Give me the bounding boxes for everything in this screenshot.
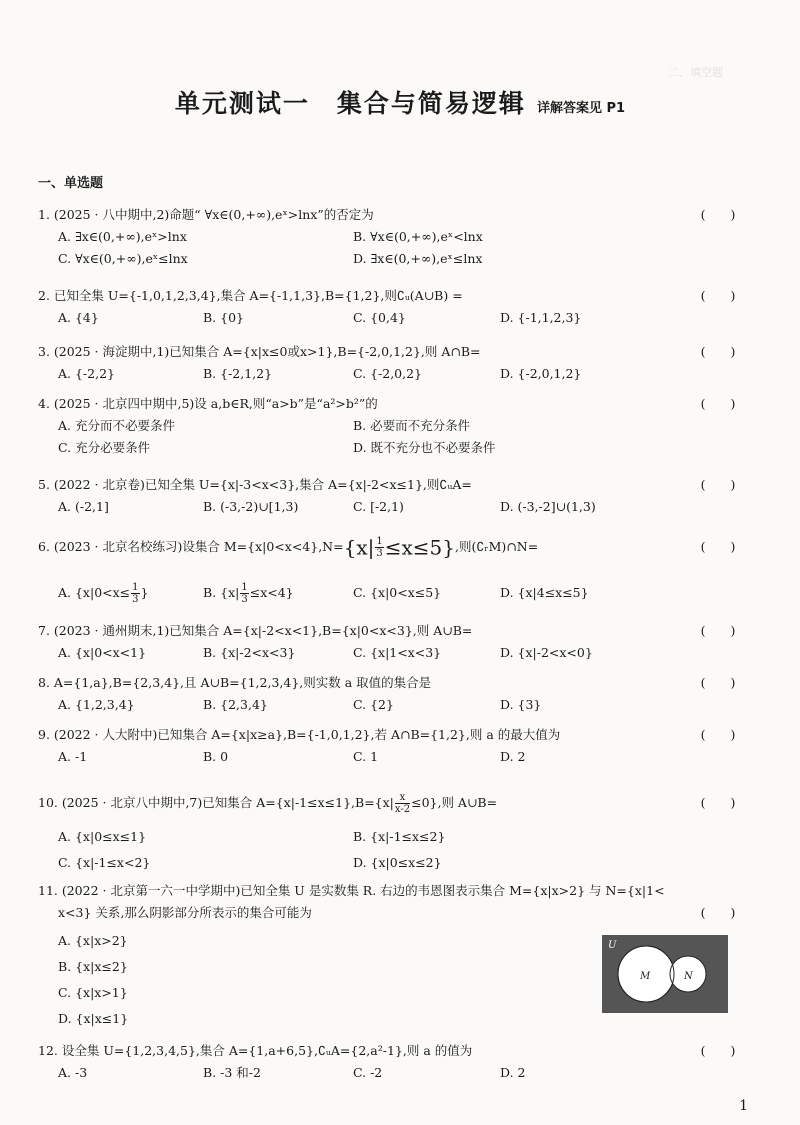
option-c: C. 1 [353, 749, 379, 764]
option-c: C. [-2,1) [353, 499, 404, 514]
option-c: C. {x|x>1} [58, 985, 128, 1000]
set-brace-open: {x| [343, 535, 375, 560]
answer-bracket: ( ) [700, 795, 736, 810]
question-5 [38, 474, 746, 518]
option-c: C. ∀x∈(0,+∞),eˣ≤lnx [58, 251, 188, 266]
stem-text: 5. (2022 · 北京卷)已知全集 U={x|-3<x<3},集合 A={x|-2<x≤1},则∁ᵤA= [38, 477, 472, 492]
question-stem [38, 672, 746, 694]
fraction-denominator: x-2 [394, 804, 411, 815]
question-stem [38, 474, 746, 496]
option-d: D. {-2,0,1,2} [500, 366, 582, 381]
options-row [38, 1062, 746, 1084]
option-b: B. {0} [203, 310, 244, 325]
options-row [38, 746, 746, 768]
option-d: D. 既不充分也不必要条件 [353, 440, 496, 455]
page-title-block [0, 84, 800, 120]
option-d: D. ∃x∈(0,+∞),eˣ≤lnx [353, 251, 483, 266]
option-b: B. -3 和-2 [203, 1065, 261, 1080]
answer-bracket: ( ) [700, 344, 736, 359]
option-d: D. {3} [500, 697, 542, 712]
stem-text: 8. A={1,a},B={2,3,4},且 A∪B={1,2,3,4},则实数 a 取值的集合是 [38, 675, 432, 690]
question-stem [38, 788, 746, 818]
question-stem [38, 724, 746, 746]
fraction-numerator: 1 [376, 536, 383, 547]
fraction-denominator: 3 [241, 594, 248, 605]
option-c: C. 充分必要条件 [58, 440, 151, 455]
options-row [38, 642, 746, 664]
options-row-1 [38, 226, 746, 248]
fraction [240, 582, 248, 605]
options-row [38, 694, 746, 716]
question-stem-line-2 [38, 902, 746, 924]
fraction-numerator: 1 [241, 582, 248, 593]
options-row [38, 307, 746, 329]
options-row [38, 363, 746, 385]
stem-text: 12. 设全集 U={1,2,3,4,5},集合 A={1,a+6,5},∁ᵤA={2,a²-1},则 a 的值为 [38, 1043, 473, 1058]
fraction-numerator: x [395, 792, 410, 804]
question-10 [38, 788, 746, 874]
set-brace-close: ≤x≤5} [384, 535, 455, 560]
question-stem [38, 1040, 746, 1062]
option-d: D. {x|4≤x≤5} [500, 585, 589, 600]
venn-label-m: M [640, 971, 651, 982]
question-stem [38, 393, 746, 415]
fraction-denominator: 3 [132, 594, 139, 605]
option-d: D. (-3,-2]∪(1,3) [500, 499, 596, 514]
option-b: B. ∀x∈(0,+∞),eˣ<lnx [353, 229, 483, 244]
question-8 [38, 672, 746, 716]
question-9 [38, 724, 746, 768]
option-a: A. {-2,2} [58, 366, 115, 381]
answer-bracket: ( ) [700, 1043, 736, 1058]
option-d: D. {-1,1,2,3} [500, 310, 582, 325]
option-b-tail: ≤x<4} [249, 585, 294, 600]
option-a-tail: } [140, 585, 149, 600]
option-c: C. {2} [353, 697, 394, 712]
venn-label-n: N [684, 971, 693, 982]
option-a: A. {4} [58, 310, 99, 325]
bleed-through-text: 二、填空题 [668, 66, 723, 79]
question-7 [38, 620, 746, 664]
options-row-2 [38, 248, 746, 270]
option-b: B. (-3,-2)∪[1,3) [203, 499, 299, 514]
venn-label-u: U [608, 940, 617, 951]
option-c: C. {x|-1≤x<2} [58, 855, 151, 870]
question-2 [38, 285, 746, 329]
stem-text: 4. (2025 · 北京四中期中,5)设 a,b∈R,则“a>b”是“a²>b²”的 [38, 396, 378, 411]
option-b: B. 0 [203, 749, 229, 764]
option-b: B. {x|-1≤x≤2} [353, 829, 446, 844]
section-heading: 一、单选题 [38, 176, 104, 191]
stem-text: 2. 已知全集 U={-1,0,1,2,3,4},集合 A={-1,1,3},B={1,2},则∁ᵤ(A∪B) = [38, 288, 463, 303]
answer-bracket: ( ) [700, 727, 736, 742]
option-b: B. 必要而不充分条件 [353, 418, 471, 433]
option-a: A. {x|0≤x≤1} [58, 829, 147, 844]
option-c: C. {-2,0,2} [353, 366, 423, 381]
question-stem [38, 204, 746, 226]
answer-bracket: ( ) [700, 288, 736, 303]
fraction-denominator: 3 [376, 548, 383, 559]
options-row-2 [38, 852, 746, 874]
stem-text: 7. (2023 · 通州期末,1)已知集合 A={x|-2<x<1},B={x|0<x<3},则 A∪B= [38, 623, 473, 638]
fraction [131, 582, 139, 605]
option-c: C. {x|1<x<3} [353, 645, 442, 660]
option-a [58, 576, 148, 610]
stem-text: x<3} 关系,那么阴影部分所表示的集合可能为 [58, 905, 312, 920]
question-1 [38, 204, 746, 270]
fraction [375, 536, 383, 559]
fraction-numerator: 1 [132, 582, 139, 593]
option-a-text: A. {x|0<x≤ [58, 585, 131, 600]
stem-text: 3. (2025 · 海淀期中,1)已知集合 A={x|x≤0或x>1},B={-2,0,1,2},则 A∩B= [38, 344, 481, 359]
stem-text-tail: ≤0},则 A∪B= [411, 795, 498, 810]
option-c: C. -2 [353, 1065, 383, 1080]
question-stem [38, 285, 746, 307]
question-stem [38, 880, 746, 902]
options-row [38, 496, 746, 518]
option-b: B. {x|x≤2} [58, 959, 128, 974]
option-a: A. 充分而不必要条件 [58, 418, 175, 433]
stem-text: 11. (2022 · 北京第一六一中学期中)已知全集 U 是实数集 R. 右边的韦恩图表示集合 M={x|x>2} 与 N={x|1< [38, 883, 665, 898]
option-b [203, 576, 294, 610]
option-b: B. {x|-2<x<3} [203, 645, 296, 660]
option-d: D. {x|0≤x≤2} [353, 855, 442, 870]
option-a: A. {1,2,3,4} [58, 697, 135, 712]
option-d: D. 2 [500, 749, 526, 764]
page-title: 单元测试一 集合与简易逻辑 [174, 89, 526, 118]
option-a: A. {x|x>2} [58, 933, 128, 948]
options-row [38, 576, 746, 610]
option-a: A. {x|0<x<1} [58, 645, 147, 660]
option-d: D. {x|x≤1} [58, 1011, 129, 1026]
stem-text: 6. (2023 · 北京名校练习)设集合 M={x|0<x<4},N= [38, 539, 344, 554]
option-a: A. (-2,1] [58, 499, 109, 514]
stem-text: 1. (2025 · 八中期中,2)命题“ ∀x∈(0,+∞),eˣ>lnx”的否定为 [38, 207, 374, 222]
option-b: B. {2,3,4} [203, 697, 268, 712]
answer-bracket: ( ) [700, 396, 736, 411]
stem-text: 10. (2025 · 北京八中期中,7)已知集合 A={x|-1≤x≤1},B={x| [38, 795, 394, 810]
stem-text-tail: ,则(∁ᵣM)∩N= [454, 539, 539, 554]
question-3 [38, 341, 746, 385]
answer-bracket: ( ) [700, 675, 736, 690]
option-a: A. -3 [58, 1065, 88, 1080]
fraction [395, 792, 410, 815]
question-6 [38, 532, 746, 610]
answer-bracket: ( ) [700, 207, 736, 222]
venn-diagram [602, 935, 728, 1013]
option-b: B. {-2,1,2} [203, 366, 273, 381]
answer-bracket: ( ) [700, 477, 736, 492]
option-c: C. {x|0<x≤5} [353, 585, 442, 600]
option-c: C. {0,4} [353, 310, 406, 325]
question-stem [38, 532, 746, 562]
option-b-text: B. {x| [203, 585, 240, 600]
option-d: D. {x|-2<x<0} [500, 645, 593, 660]
question-stem [38, 341, 746, 363]
options-row-1 [38, 826, 746, 848]
answer-bracket: ( ) [700, 905, 736, 920]
answer-bracket: ( ) [700, 623, 736, 638]
question-stem [38, 620, 746, 642]
options-row-1 [38, 415, 746, 437]
question-4 [38, 393, 746, 459]
stem-text: 9. (2022 · 人大附中)已知集合 A={x|x≥a},B={-1,0,1,2},若 A∩B={1,2},则 a 的最大值为 [38, 727, 561, 742]
answer-bracket: ( ) [700, 539, 736, 554]
option-a: A. -1 [58, 749, 88, 764]
question-12 [38, 1040, 746, 1084]
options-row-2 [38, 437, 746, 459]
page-number: 1 [739, 1098, 748, 1114]
option-a: A. ∃x∈(0,+∞),eˣ>lnx [58, 229, 187, 244]
answer-reference: 详解答案见 P1 [537, 101, 626, 116]
option-d: D. 2 [500, 1065, 526, 1080]
